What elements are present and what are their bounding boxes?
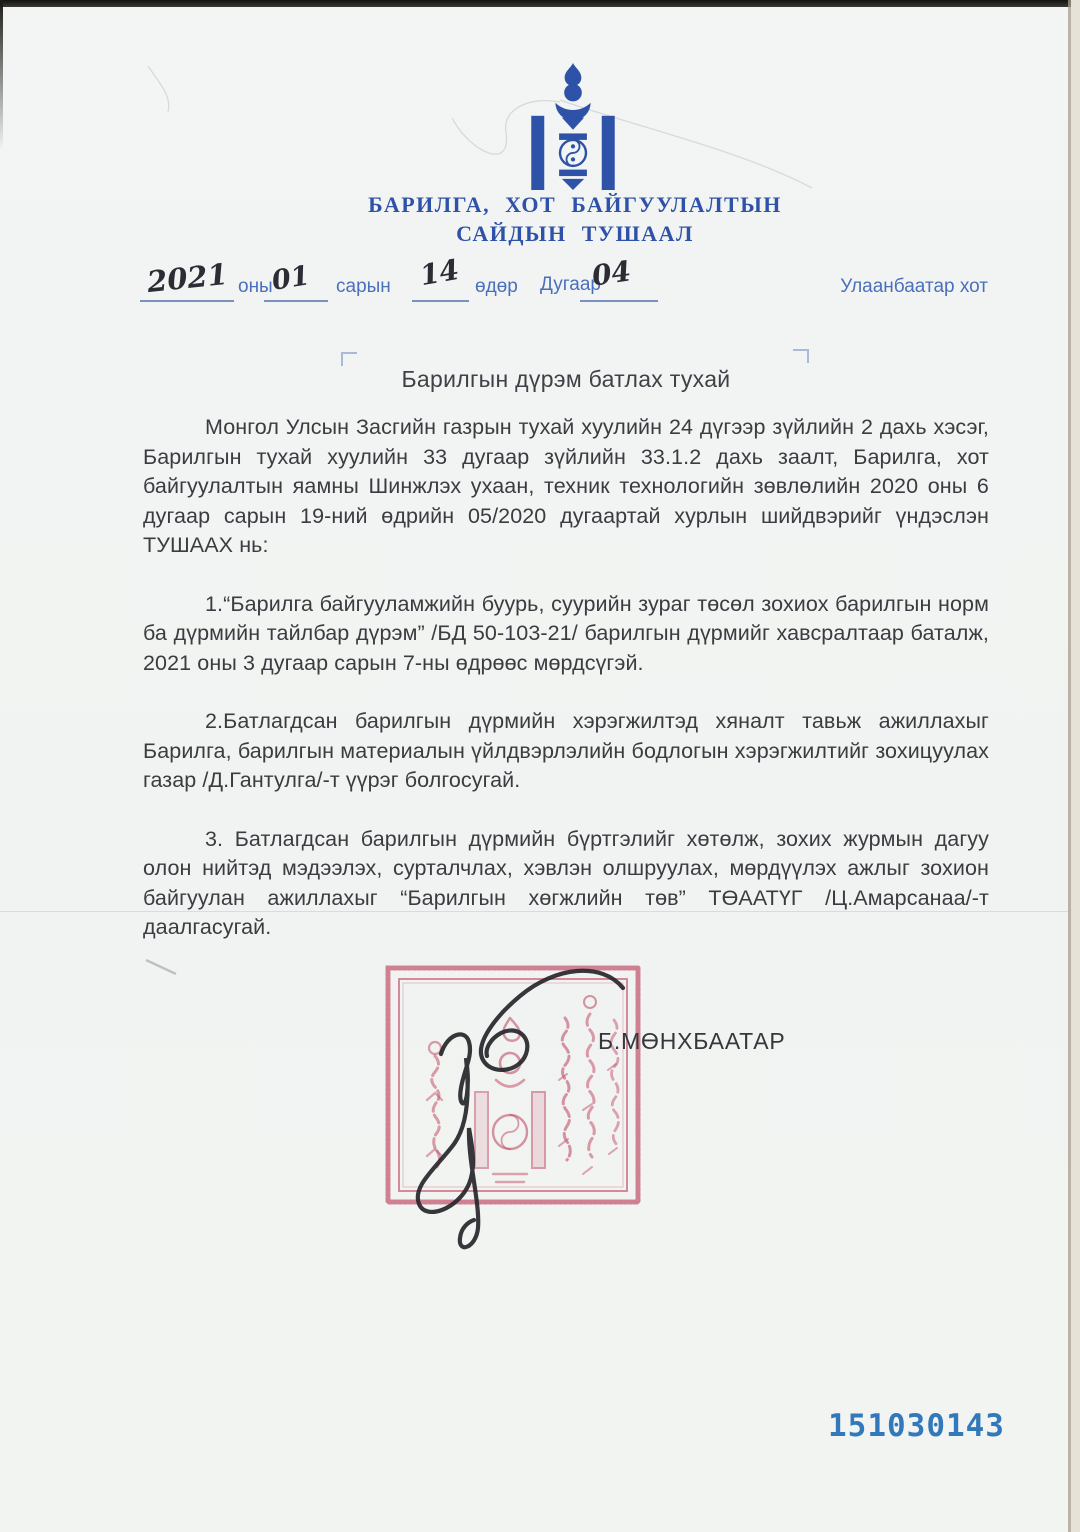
- number-label: Дугаар: [540, 274, 601, 295]
- handwritten-day: 14: [417, 252, 462, 293]
- signatory-name: Б.МӨНХБААТАР: [598, 1028, 786, 1054]
- handwritten-month: 01: [269, 260, 312, 297]
- soyombo-emblem-icon: [518, 62, 628, 190]
- year-label: оны: [238, 276, 273, 297]
- year-underline: [140, 300, 234, 302]
- paragraph-item-2: 2.Батлагдсан барилгын дүрмийн хэрэгжилтэд хяналт тавьж ажиллахыг Барилга, барилгын материалын үйлдвэрлэлийн бодлогын хэрэгжилтийг зохицуулах газар /Д.Гантулга/-т үүрэг болгосугай.: [143, 709, 989, 792]
- org-name-line2: САЙДЫН ТУШААЛ: [456, 221, 694, 246]
- crop-mark-left: [341, 352, 357, 366]
- month-label: сарын: [336, 276, 391, 297]
- paragraph-preamble: Монгол Улсын Засгийн газрын тухай хуулийн 24 дүгээр зүйлийн 2 дахь хэсэг, Барилгын тухай хуулийн 33 дугаар зүйлийн 33.1.2 дахь заалт, Барилга, хот байгуулалтын яамны Шинжлэх ухаан, техник технологийн зөвлөлийн 2020 оны 6 дугаар сарын 19-ний өдрийн 05/2020 дугаартай хурлын шийдвэрийг үндэслэн ТУШААХ нь:: [143, 415, 989, 557]
- document-title: Барилгын дүрэм батлах тухай: [401, 366, 731, 392]
- handwritten-order-number: 04: [589, 254, 634, 293]
- paragraph-item-3: 3. Батлагдсан барилгын дүрмийн бүртгэлийг хөтөлж, зохих журмын дагуу олон нийтэд мэдээлэх, сурталчлах, хэвлэн олшруулах, мөрдүүлэх ажлыг зохион байгуулан ажиллахыг “Барилгын хөгжлийн төв” ТӨААТҮГ /Ц.Амарсанаа/-т даалгасугай.: [143, 826, 989, 939]
- number-underline: [580, 300, 658, 302]
- order-body: [143, 413, 989, 972]
- day-label: өдөр: [475, 276, 518, 297]
- paragraph-item-1: 1.“Барилга байгууламжийн буурь, суурийн зураг төсөл зохиох барилгын норм ба дүрмийн тайлбар дүрэм” /БД 50-103-21/ барилгын дүрмийг хавсралтаар баталж, 2021 оны 3 дугаар сарын 7-ны өдрөөс мөрдсүгэй.: [143, 591, 989, 675]
- month-underline: [264, 300, 328, 302]
- day-underline: [412, 300, 469, 302]
- handwritten-signature-icon: [370, 946, 640, 1266]
- serial-number-stamp: 151030143: [828, 1408, 1005, 1444]
- org-name-line1: БАРИЛГА, ХОТ БАЙГУУЛАЛТЫН: [368, 192, 782, 217]
- city-label: Улаанбаатар хот: [840, 276, 988, 297]
- crop-mark-right: [793, 349, 809, 363]
- handwritten-year: 2021: [145, 256, 230, 300]
